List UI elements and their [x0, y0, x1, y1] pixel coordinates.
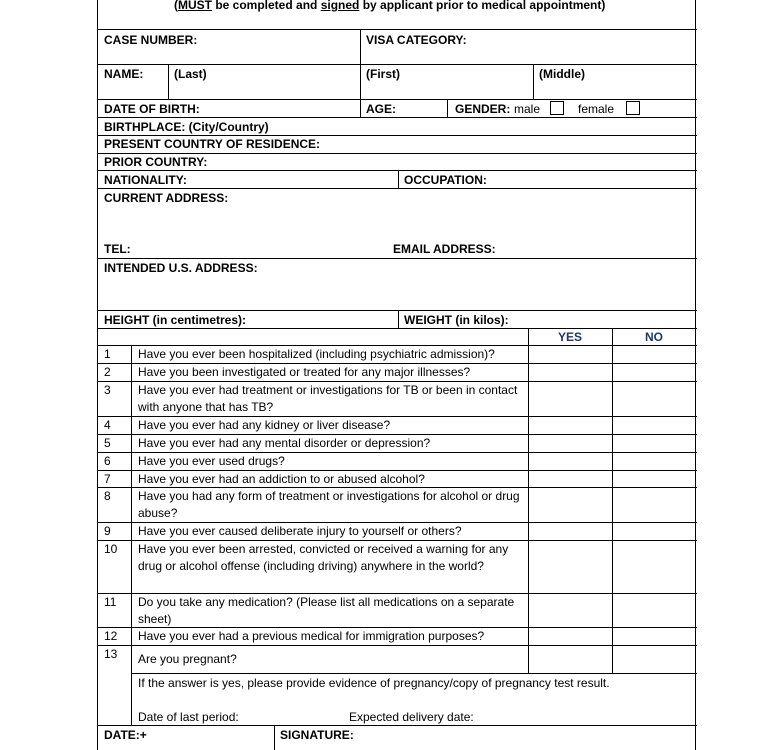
current-address-label: CURRENT ADDRESS: [104, 191, 229, 205]
question-text: Have you ever used drugs? [138, 454, 285, 468]
question-number: 10 [104, 542, 118, 556]
question-number: 1 [104, 347, 111, 361]
us-address-label: INTENDED U.S. ADDRESS: [104, 261, 258, 275]
question-text: Have you been investigated or treated for any major illnesses? [138, 365, 471, 379]
delivery-date-label: Expected delivery date: [349, 710, 474, 724]
name-label: NAME: [104, 67, 144, 81]
question-text: Have you ever had any mental disorder or depression? [138, 436, 431, 450]
question-text: Have you ever had an addiction to or abused alcohol? [138, 472, 425, 486]
female-checkbox[interactable] [626, 101, 640, 115]
question-text: Have you ever had any kidney or liver disease? [138, 418, 391, 432]
weight-label: WEIGHT (in kilos): [404, 313, 509, 327]
question-text: Have you ever had treatment or investigations for TB or been in contact with anyone that has TB? [138, 383, 518, 414]
female-option-label: female [578, 102, 615, 116]
birthplace-label: BIRTHPLACE: (City/Country) [104, 120, 269, 134]
date-label: DATE:+ [104, 728, 147, 742]
prior-country-label: PRIOR COUNTRY: [104, 155, 208, 169]
question-number: 12 [104, 629, 118, 643]
male-option-label: male [514, 102, 541, 116]
question-number: 4 [104, 418, 111, 432]
tel-label: TEL: [104, 242, 131, 256]
question-number: 7 [104, 472, 111, 486]
last-name-field[interactable]: (Last) [174, 67, 207, 81]
question-number: 2 [104, 365, 111, 379]
signature-label: SIGNATURE: [280, 728, 354, 742]
dob-label: DATE OF BIRTH: [104, 102, 200, 116]
nationality-label: NATIONALITY: [104, 173, 187, 187]
question-text: Have you ever caused deliberate injury to yourself or others? [138, 524, 462, 538]
question-text: Have you had any form of treatment or investigations for alcohol or drug abuse? [138, 489, 520, 520]
yes-column-header: YES [558, 330, 583, 344]
email-label: EMAIL ADDRESS: [393, 242, 496, 256]
question-number: 8 [104, 489, 111, 503]
question-text: Have you ever been hospitalized (including psychiatric admission)? [138, 347, 495, 361]
first-name-field[interactable]: (First) [366, 67, 400, 81]
last-period-label: Date of last period: [138, 710, 239, 724]
medical-form [97, 0, 696, 750]
question-number: 5 [104, 436, 111, 450]
form-instruction: (MUST be completed and signed by applicant prior to medical appointment) [174, 0, 606, 12]
question-number: 11 [104, 595, 117, 609]
question-text: Have you ever been arrested, convicted or received a warning for any drug or alcohol offense (including driving) anywhere in the world? [138, 542, 509, 573]
middle-name-field[interactable]: (Middle) [539, 67, 585, 81]
case-number-label: CASE NUMBER: [104, 33, 198, 47]
occupation-label: OCCUPATION: [404, 173, 487, 187]
question-text: Do you take any medication? (Please list all medications on a separate sheet) [138, 595, 515, 626]
male-checkbox[interactable] [550, 101, 564, 115]
question-number: 3 [104, 383, 111, 397]
present-country-label: PRESENT COUNTRY OF RESIDENCE: [104, 137, 321, 151]
question-number: 13 [104, 647, 118, 661]
question-text: Are you pregnant? [138, 652, 237, 666]
gender-label: GENDER: [455, 102, 511, 116]
height-label: HEIGHT (in centimetres): [104, 313, 247, 327]
question-number: 6 [104, 454, 111, 468]
visa-category-label: VISA CATEGORY: [366, 33, 467, 47]
question-text: Have you ever had a previous medical for immigration purposes? [138, 629, 485, 643]
question-number: 9 [104, 524, 111, 538]
age-label: AGE: [366, 102, 396, 116]
pregnancy-note: If the answer is yes, please provide evidence of pregnancy/copy of pregnancy test result. [138, 676, 610, 690]
no-column-header: NO [645, 330, 663, 344]
